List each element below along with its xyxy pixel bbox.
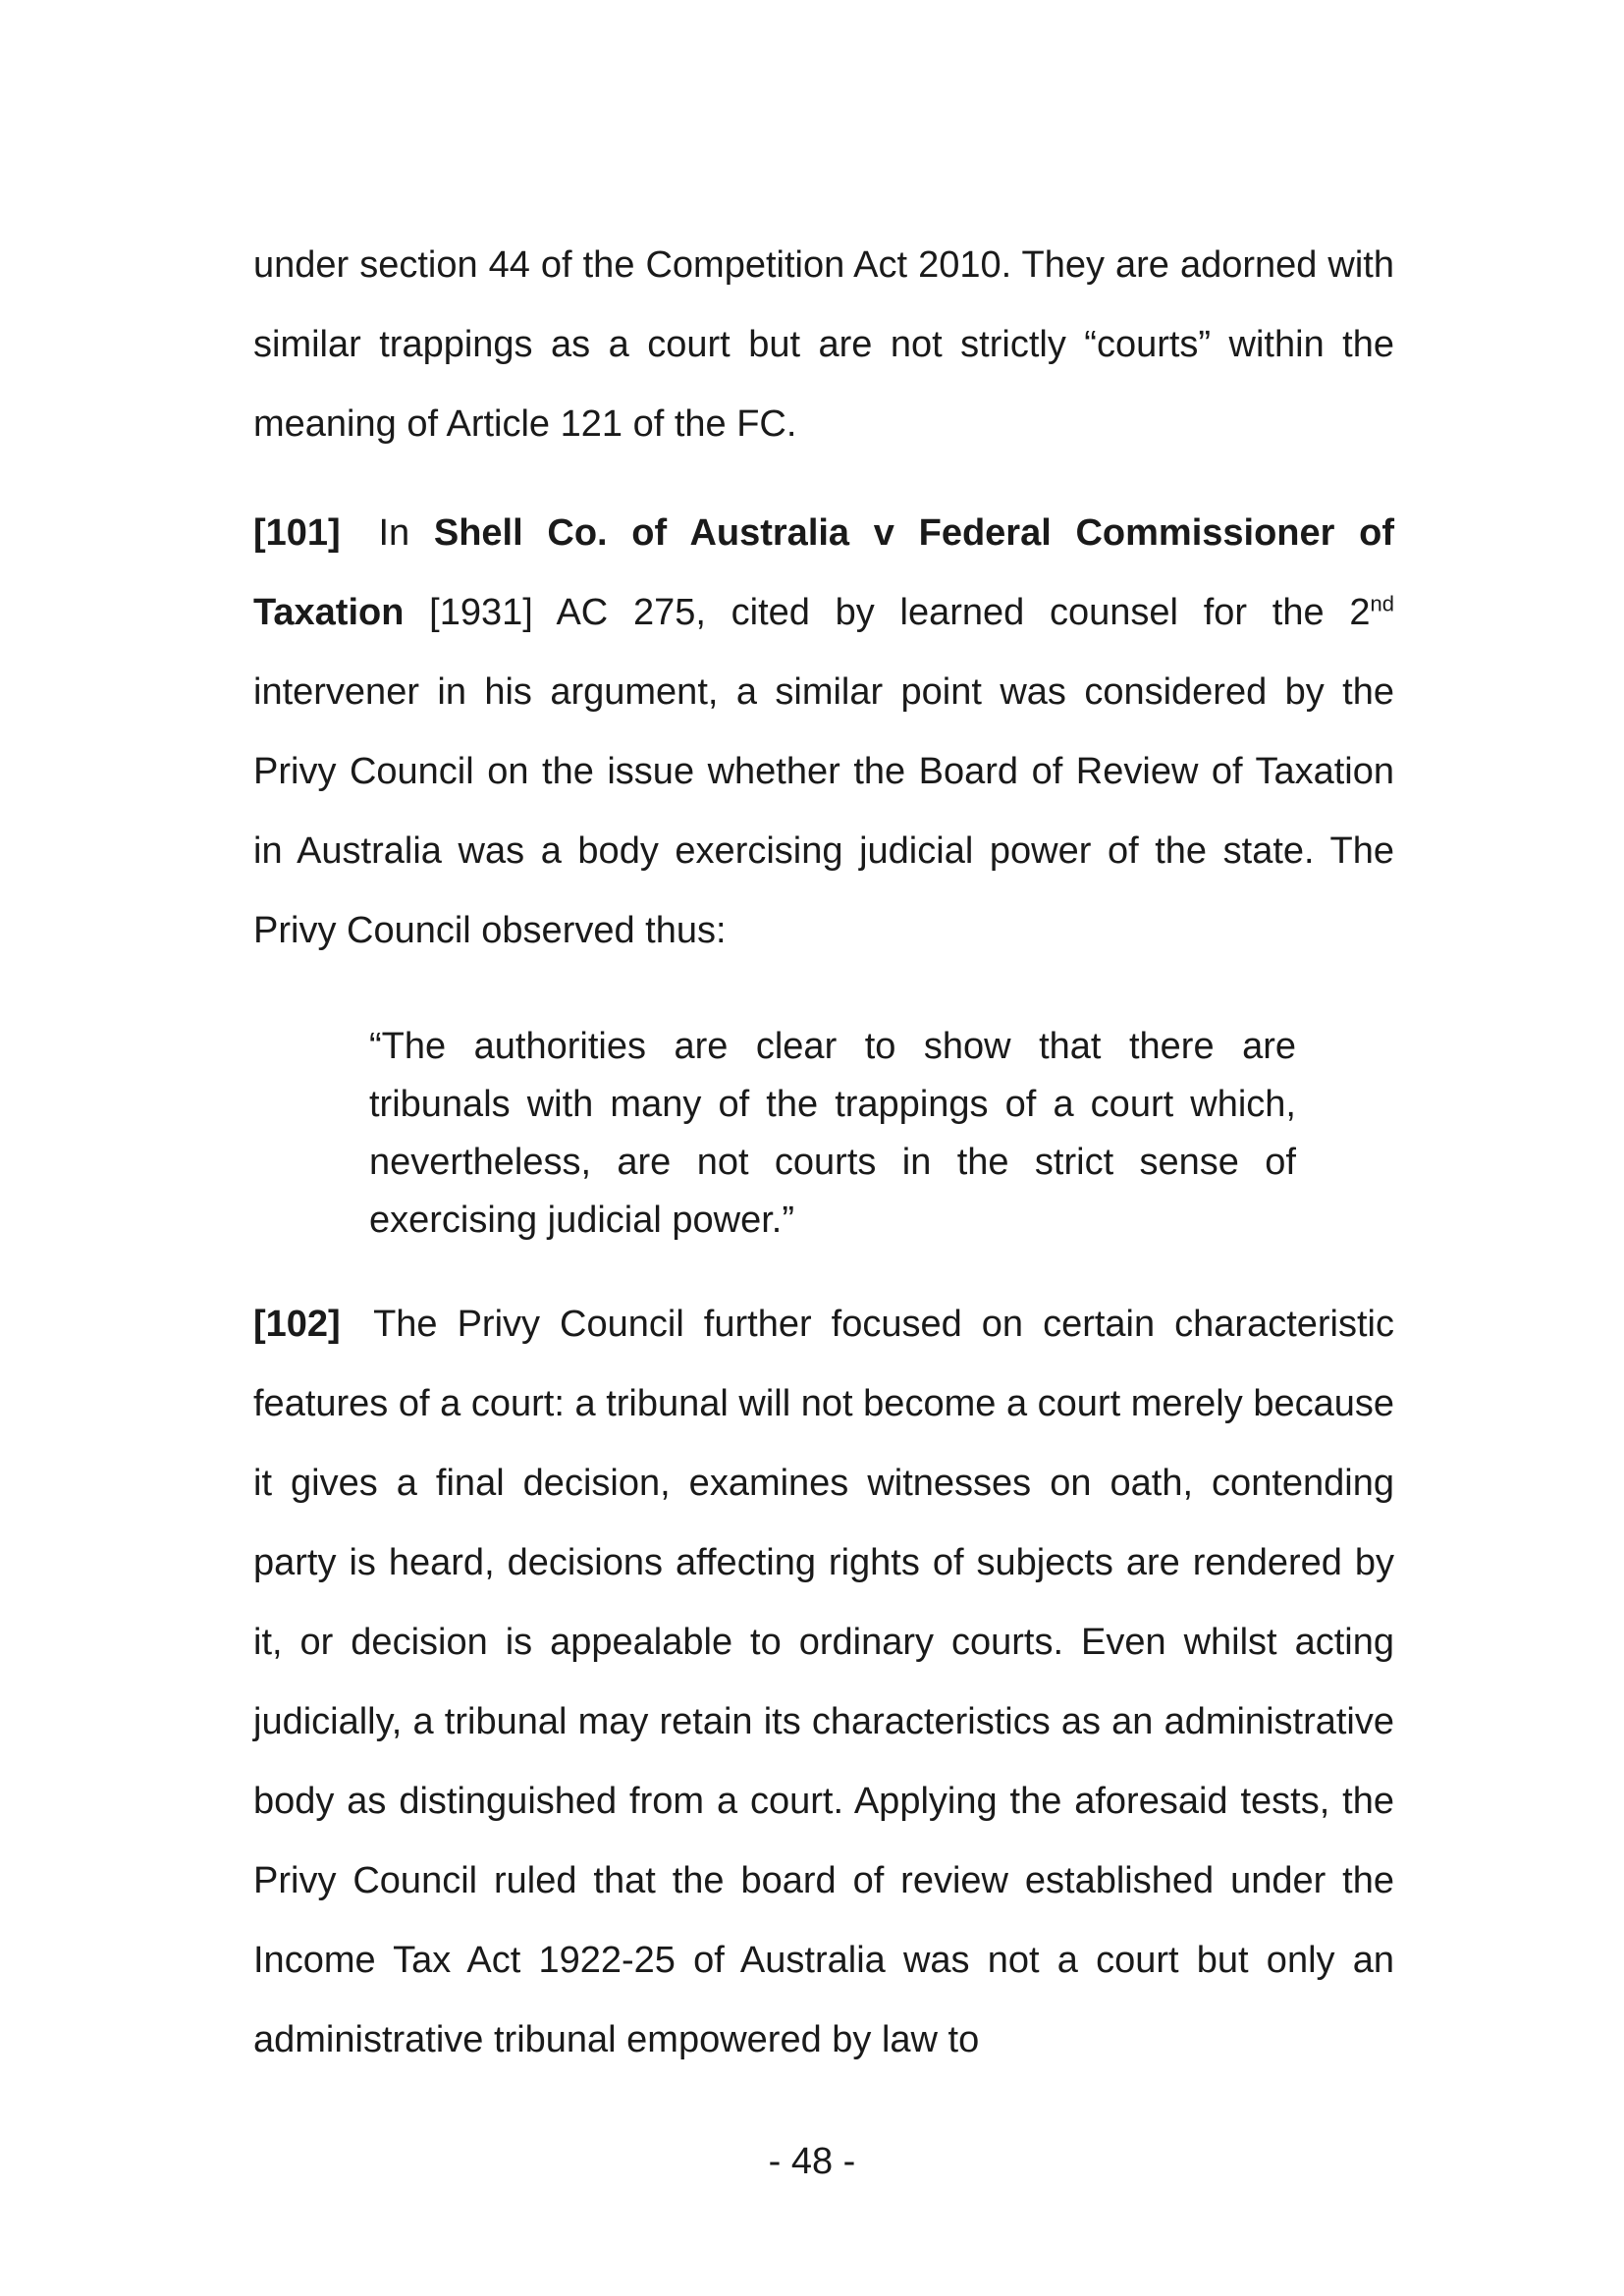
block-quote: “The authorities are clear to show that there are tribunals with many of the trappings of a court which, nevertheless, are not courts in the strict sense of exercising judicial power.” bbox=[369, 1026, 1296, 1241]
paragraph-101 bbox=[253, 494, 1394, 971]
case-name: Shell Co. of Australia v Federal Commissioner of Taxation bbox=[253, 512, 1395, 633]
paragraph-rest: intervener in his argument, a similar point was considered by the Privy Council on the issue whether the Board of Review of Taxation in Australia was a body exercising judicial power of the state. The Privy Council observed thus: bbox=[253, 671, 1394, 951]
paragraph-intro: In bbox=[378, 512, 410, 554]
paragraph-text: The Privy Council further focused on certain characteristic features of a court: a tribunal will not become a court merely because it gives a final decision, examines witnesses on oath, contending party is heard, decisions affecting rights of subjects are rendered by it, or decision is appealable to ordinary courts. Even whilst acting judicially, a tribunal may retain its characteristics as an administrative body as distinguished from a court. Applying the aforesaid tests, the Privy Council ruled that the board of review established under the Income Tax Act 1922-25 of Australia was not a court but only an administrative tribunal empowered by law to bbox=[253, 1304, 1394, 2060]
paragraph-102 bbox=[253, 1285, 1394, 2080]
page-number: - 48 - bbox=[768, 2141, 856, 2182]
paragraph-number: [101] bbox=[253, 512, 341, 554]
citation-text: [1931] AC 275, cited by learned counsel for the 2 bbox=[429, 592, 1371, 633]
paragraph-number: [102] bbox=[253, 1304, 341, 1345]
paragraph-continued: under section 44 of the Competition Act 2010. They are adorned with similar trappings as a court but are not strictly “courts” within the meaning of Article 121 of the FC. bbox=[253, 244, 1394, 445]
ordinal-suffix: nd bbox=[1370, 591, 1394, 616]
